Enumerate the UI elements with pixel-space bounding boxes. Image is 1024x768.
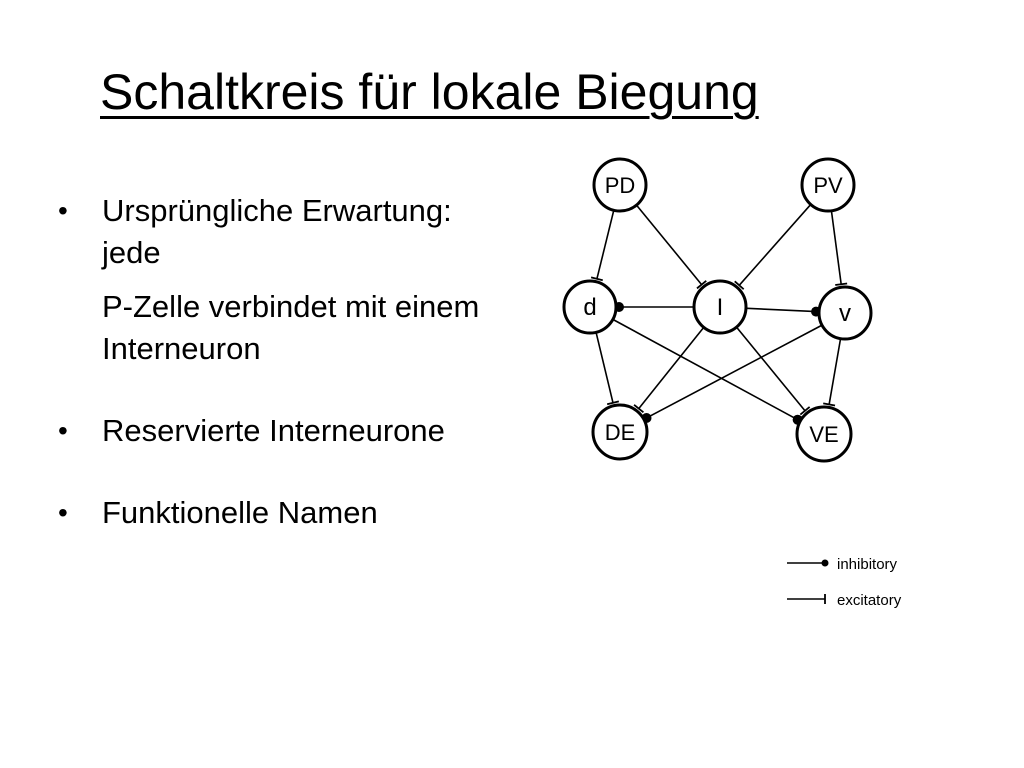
- legend-excitatory: [787, 592, 902, 609]
- connection-I-DE-excitatory: [634, 328, 703, 412]
- node-label: v: [839, 300, 851, 327]
- connection-PD-I-excitatory: [637, 206, 706, 288]
- node-label: PV: [813, 173, 843, 198]
- bullet-item-2: [58, 410, 498, 452]
- connection-line: [597, 211, 614, 279]
- node-I: [694, 281, 746, 333]
- legend-excitatory-label: excitatory: [837, 592, 902, 609]
- bullet-1-text: Ursprüngliche Erwartung: jede: [102, 193, 452, 270]
- bullet-list: [58, 190, 498, 534]
- connection-line: [829, 340, 840, 405]
- connection-line: [647, 326, 822, 418]
- connection-line: [596, 333, 613, 403]
- inhibitory-dot-icon: [822, 560, 829, 567]
- connection-line: [639, 328, 703, 408]
- connection-line: [637, 206, 702, 285]
- bullet-1-subtext: P-Zelle verbindet mit einem Interneuron: [102, 289, 480, 366]
- node-PD: [594, 159, 646, 211]
- bullet-3-text: Funktionelle Namen: [102, 495, 378, 530]
- connection-PV-I-excitatory: [735, 205, 810, 289]
- nodes: [564, 159, 871, 461]
- node-v: [819, 287, 871, 339]
- node-PV: [802, 159, 854, 211]
- excitatory-bar-icon: [823, 403, 835, 405]
- connection-line: [739, 205, 810, 285]
- legend: [785, 550, 945, 620]
- node-DE: [593, 405, 647, 459]
- connection-I-VE-excitatory: [737, 328, 810, 415]
- connection-PD-d-excitatory: [591, 211, 613, 280]
- node-label: DE: [604, 420, 636, 445]
- connection-v-VE-excitatory: [823, 340, 840, 406]
- node-label: d: [583, 294, 597, 321]
- connection-v-DE-inhibitory: [642, 326, 822, 423]
- connection-I-v-inhibitory: [747, 307, 821, 317]
- node-label: VE: [809, 422, 839, 447]
- connection-d-DE-excitatory: [596, 333, 619, 404]
- bullet-dot-icon: •: [58, 195, 68, 226]
- bullet-dot-icon: •: [58, 415, 68, 446]
- legend-inhibitory: [787, 556, 898, 573]
- slide-title: Schaltkreis für lokale Biegung: [100, 64, 759, 120]
- legend-inhibitory-label: inhibitory: [837, 556, 898, 573]
- connection-line: [747, 308, 816, 311]
- connection-I-d-inhibitory: [614, 302, 693, 312]
- bullet-dot-icon: •: [58, 497, 68, 528]
- bullet-item-3: [58, 492, 498, 534]
- bullet-item-1: [58, 190, 498, 370]
- circuit-diagram: [540, 135, 940, 480]
- node-label: I: [716, 294, 724, 321]
- node-d: [564, 281, 616, 333]
- connection-PV-v-excitatory: [832, 212, 848, 285]
- node-VE: [797, 407, 851, 461]
- connection-line: [832, 212, 842, 284]
- excitatory-bar-icon: [835, 283, 847, 285]
- node-label: PD: [604, 173, 636, 198]
- bullet-2-text: Reservierte Interneurone: [102, 413, 445, 448]
